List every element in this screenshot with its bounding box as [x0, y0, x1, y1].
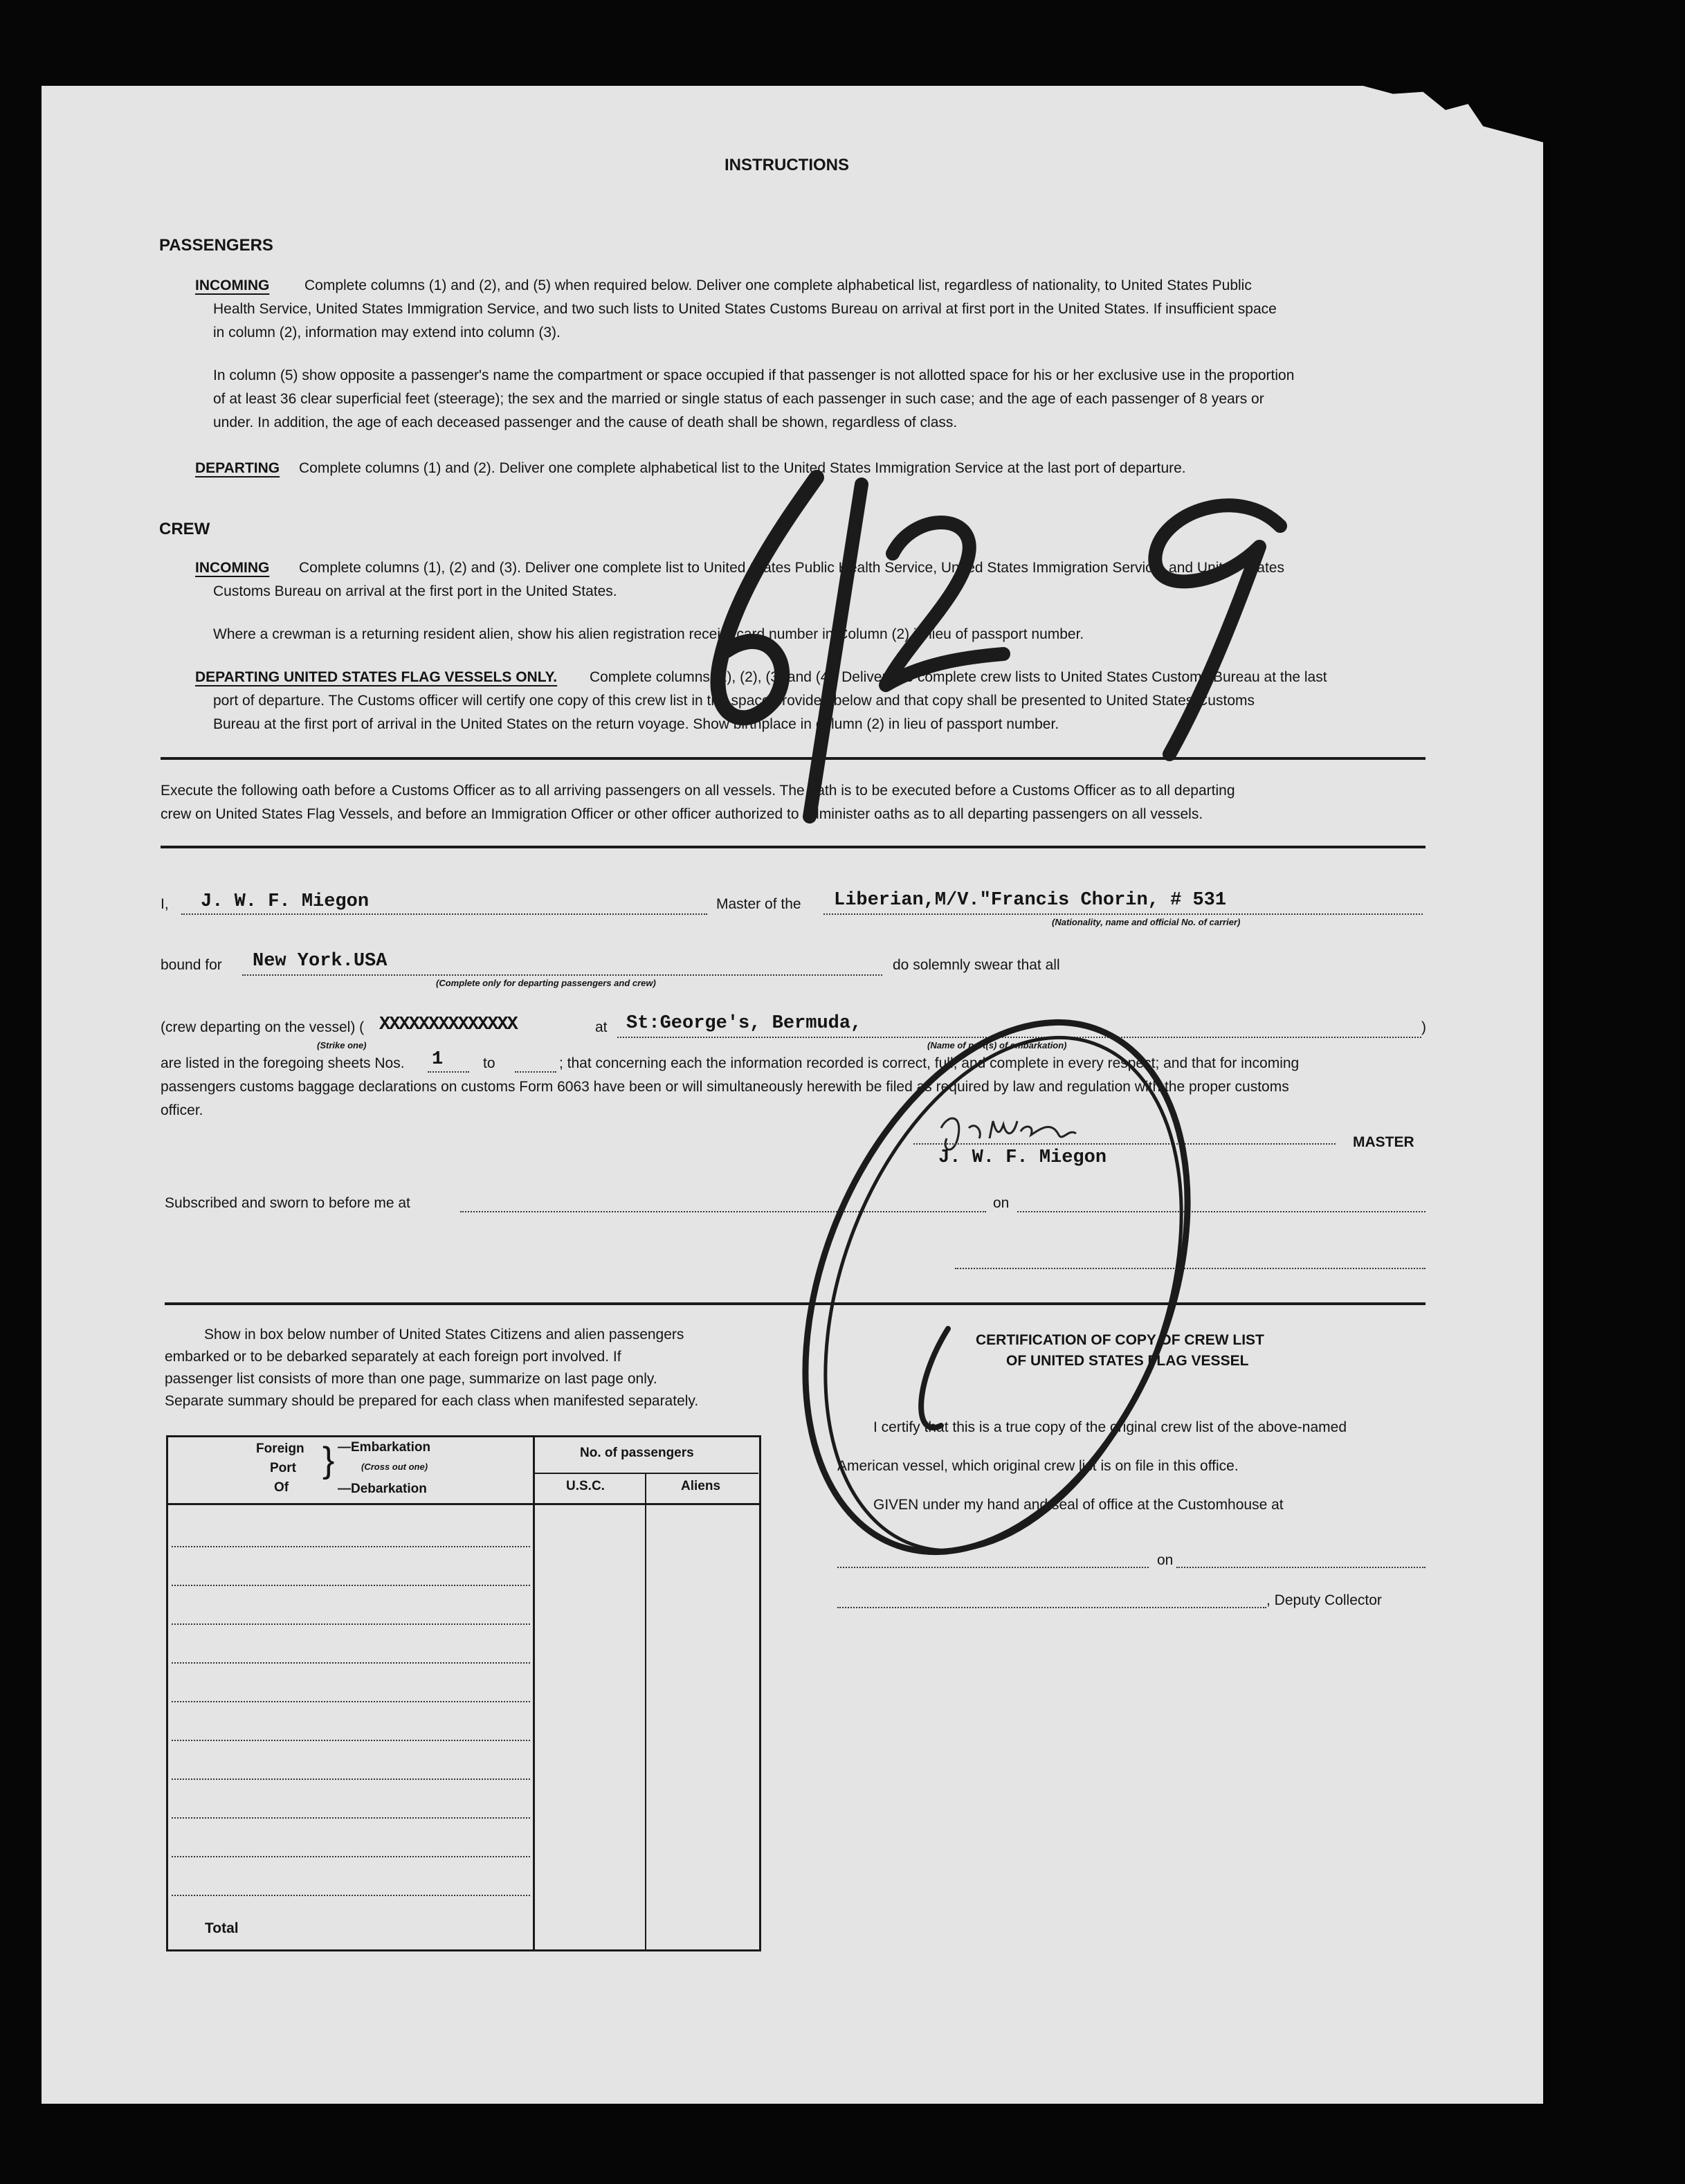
table-cross-out: (Cross out one) [361, 1462, 428, 1472]
certification-title2: OF UNITED STATES FLAG VESSEL [1006, 1353, 1249, 1369]
table-of: Of [274, 1480, 289, 1495]
crew-incoming-line2: Customs Bureau on arrival at the first port in the United States. [213, 583, 617, 599]
table-debarkation: —Debarkation [338, 1482, 427, 1496]
page-title: INSTRUCTIONS [725, 156, 849, 174]
column5-line1: In column (5) show opposite a passenger's name the compartment or space occupied if that passenger is not allotted space for his or her exclusive use in the proportion [213, 367, 1295, 383]
summary-line3: passenger list consists of more than one page, summarize on last page only. [165, 1371, 657, 1387]
passengers-incoming-line1: Complete columns (1) and (2), and (5) when required below. Deliver one complete alphabetical list, regardless of nationality, to United States Public [304, 277, 1252, 293]
bound-for-value: New York.USA [253, 951, 388, 972]
close-paren: ) [1421, 1019, 1426, 1035]
oath-intro-line2: crew on United States Flag Vessels, and before an Immigration Officer or other officer authorized to administer oaths as to all departing passengers on all vessels. [161, 806, 1203, 822]
port-caption: (Name of port(s) of embarkation) [927, 1040, 1067, 1050]
signature-typed: J. W. F. Miegon [938, 1147, 1107, 1168]
certification-text3: GIVEN under my hand and seal of office at the Customhouse at [873, 1497, 1284, 1513]
crew-flag-label: DEPARTING UNITED STATES FLAG VESSELS ONLY. [195, 669, 558, 685]
certification-text2: American vessel, which original crew list is on file in this office. [837, 1458, 1239, 1474]
port-value: St:George's, Bermuda, [626, 1013, 862, 1034]
strike-caption: (Strike one) [317, 1040, 367, 1050]
sheets-line1-rest: ; that concerning each the information recorded is correct, full, and complete in every respect; and that for incoming [559, 1055, 1300, 1071]
crew-incoming-label: INCOMING [195, 560, 270, 576]
table-foreign: Foreign [256, 1441, 304, 1456]
master-label: MASTER [1353, 1134, 1414, 1150]
oath-i-label: I, [161, 896, 169, 912]
summary-line4: Separate summary should be prepared for each class when manifested separately. [165, 1393, 699, 1409]
bound-caption: (Complete only for departing passengers and crew) [436, 978, 656, 988]
crew-flag-line1: Complete columns (1), (2), (3) and (4). Deliver two complete crew lists to United States Customs Bureau at the last [590, 669, 1327, 685]
table-usc: U.S.C. [566, 1479, 605, 1493]
table-aliens: Aliens [681, 1479, 721, 1493]
passengers-incoming-line2: Health Service, United States Immigration Service, and two such lists to United States Customs Bureau on arrival at first port in the United States. If insufficient space [213, 301, 1277, 317]
struck-text: XXXXXXXXXXXXXX [379, 1014, 517, 1035]
column5-line3: under. In addition, the age of each deceased passenger and the cause of death shall be shown, regardless of class. [213, 415, 958, 430]
crew-departing-label: (crew departing on the vessel) ( [161, 1019, 365, 1035]
table-port: Port [270, 1461, 296, 1475]
sheets-line3: officer. [161, 1102, 203, 1118]
certification-text1: I certify that this is a true copy of the original crew list of the above-named [873, 1419, 1347, 1435]
vessel-caption: (Nationality, name and official No. of carrier) [1052, 917, 1241, 927]
sheets-label: are listed in the foregoing sheets Nos. [161, 1055, 405, 1071]
table-no-passengers: No. of passengers [580, 1446, 694, 1460]
at-label: at [595, 1019, 608, 1035]
swear-text: do solemnly swear that all [893, 957, 1060, 973]
master-name: J. W. F. Miegon [201, 891, 370, 912]
crew-incoming-line1: Complete columns (1), (2) and (3). Deliver one complete list to United States Public Health Service, United States Immigration Service, and United States [299, 560, 1284, 576]
subscribed-on-label: on [993, 1195, 1010, 1211]
vessel-name: Liberian,M/V."Francis Chorin, # 531 [834, 890, 1227, 911]
passengers-departing-text: Complete columns (1) and (2). Deliver one complete alphabetical list to the United States Immigration Service at the last port of departure. [299, 460, 1186, 476]
summary-line1: Show in box below number of United States Citizens and alien passengers [204, 1327, 684, 1343]
passengers-incoming-line3: in column (2), information may extend into column (3). [213, 325, 561, 340]
crew-flag-line2: port of departure. The Customs officer will certify one copy of this crew list in the space provided below and that copy shall be presented to United States Customs [213, 693, 1255, 709]
passengers-departing-label: DEPARTING [195, 460, 280, 476]
crew-flag-line3: Bureau at the first port of arrival in the United States on the return voyage. Show birthplace in column (2) in lieu of passport number. [213, 716, 1059, 732]
bound-for-label: bound for [161, 957, 222, 973]
crew-resident-text: Where a crewman is a returning resident alien, show his alien registration receipt card number in Column (2) in lieu of passport number. [213, 626, 1084, 642]
deputy-label: , Deputy Collector [1266, 1592, 1382, 1608]
table-embarkation: —Embarkation [338, 1440, 431, 1455]
passengers-heading: PASSENGERS [159, 236, 273, 255]
sheet-from: 1 [432, 1049, 444, 1070]
certification-on-label: on [1157, 1552, 1174, 1568]
subscribed-label: Subscribed and sworn to before me at [165, 1195, 410, 1211]
to-label: to [483, 1055, 495, 1071]
certification-title1: CERTIFICATION OF COPY OF CREW LIST [976, 1332, 1264, 1348]
summary-line2: embarked or to be debarked separately at each foreign port involved. If [165, 1349, 621, 1365]
table-total: Total [205, 1920, 239, 1936]
passengers-incoming-label: INCOMING [195, 277, 270, 293]
oath-intro-line1: Execute the following oath before a Customs Officer as to all arriving passengers on all vessels. The oath is to be executed before a Customs Officer as to all departing [161, 783, 1235, 799]
crew-heading: CREW [159, 520, 210, 538]
table-brace: } [322, 1440, 335, 1480]
column5-line2: of at least 36 clear superficial feet (steerage); the sex and the married or single status of each passenger in such case; and the age of each passenger of 8 years or [213, 391, 1264, 407]
sheets-line2: passengers customs baggage declarations on customs Form 6063 have been or will simultaneously herewith be filed as required by law and regulation with the proper customs [161, 1079, 1289, 1095]
master-of-label: Master of the [716, 896, 801, 912]
